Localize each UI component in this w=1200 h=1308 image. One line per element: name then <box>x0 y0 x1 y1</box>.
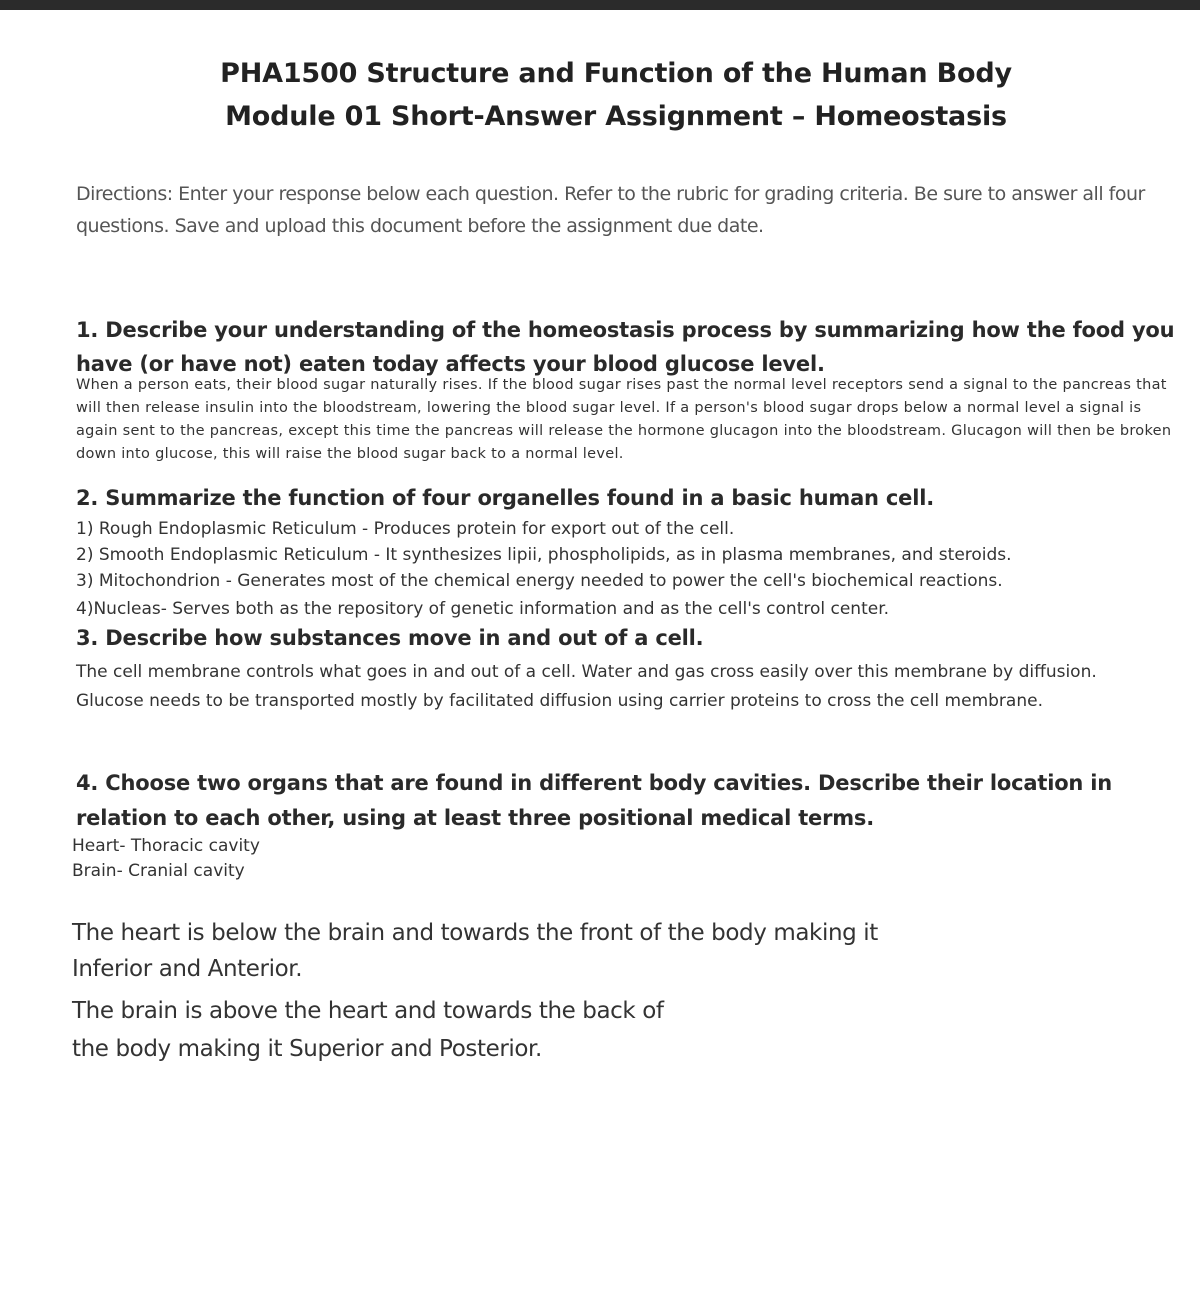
answer-2-item: 3) Mitochondrion - Generates most of the chemical energy needed to power the cell's biochemical reactions. <box>76 571 1003 591</box>
answer-4-organ: Brain- Cranial cavity <box>72 861 245 881</box>
answer-4-line: the body making it Superior and Posterior. <box>72 1036 542 1062</box>
answer-2-item: 1) Rough Endoplasmic Reticulum - Produces protein for export out of the cell. <box>76 519 735 539</box>
question-3: 3. Describe how substances move in and out of a cell. <box>76 626 704 650</box>
answer-3: The cell membrane controls what goes in and out of a cell. Water and gas cross easily over this membrane by diffusion. Glucose needs to be transported mostly by facilitated diffusion using carrier proteins to cross the cell membrane. <box>76 662 1097 711</box>
answer-4-organ: Heart- Thoracic cavity <box>72 836 260 856</box>
answer-4-line: The heart is below the brain and towards the front of the body making it <box>72 920 878 946</box>
question-4: 4. Choose two organs that are found in different body cavities. Describe their location in relation to each other, using at least three positional medical terms. <box>76 771 1113 830</box>
answer-4-line: Inferior and Anterior. <box>72 956 303 982</box>
document-title-assignment: Module 01 Short-Answer Assignment – Homeostasis <box>225 101 1007 132</box>
answer-1: When a person eats, their blood sugar naturally rises. If the blood sugar rises past the normal level receptors send a signal to the pancreas that will then release insulin into the bloodstream, lowering the blood sugar level. If a person's blood sugar drops below a normal level a signal is again sent to the pancreas, except this time the pancreas will release the hormone glucagon into the bloodstream. Glucagon will then be broken down into glucose, this will raise the blood sugar back to a normal level. <box>76 377 1172 462</box>
top-bar <box>0 0 1200 10</box>
question-1: 1. Describe your understanding of the homeostasis process by summarizing how the food you have (or have not) eaten today affects your blood glucose level. <box>76 318 1175 376</box>
directions-text: Directions: Enter your response below each question. Refer to the rubric for grading criteria. Be sure to answer all four questions. Save and upload this document before the assignment due date. <box>76 183 1145 237</box>
answer-4-line: The brain is above the heart and towards the back of <box>72 998 664 1024</box>
answer-2-item: 4)Nucleas- Serves both as the repository of genetic information and as the cell's control center. <box>76 599 890 619</box>
question-2: 2. Summarize the function of four organelles found in a basic human cell. <box>76 486 934 510</box>
answer-2-item: 2) Smooth Endoplasmic Reticulum - It synthesizes lipii, phospholipids, as in plasma membranes, and steroids. <box>76 545 1012 565</box>
document-title-course: PHA1500 Structure and Function of the Human Body <box>220 58 1012 89</box>
